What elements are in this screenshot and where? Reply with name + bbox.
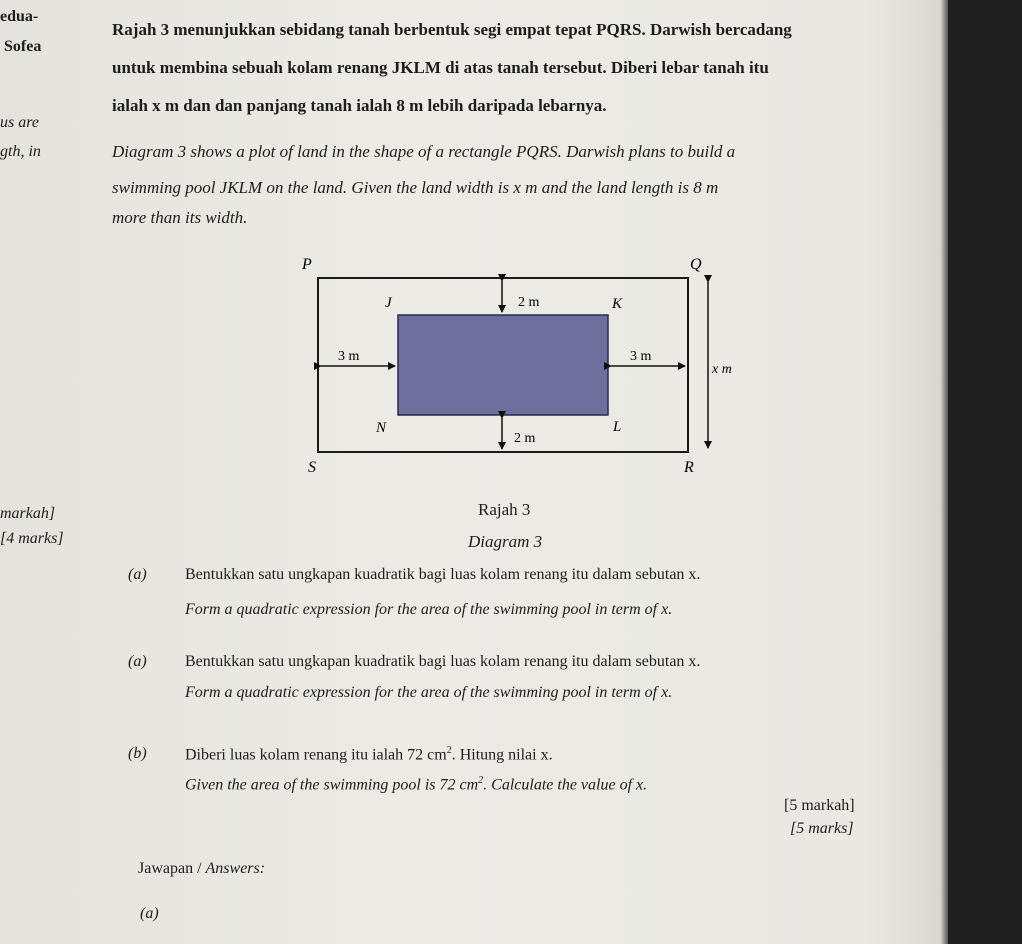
label-k: K bbox=[612, 296, 623, 312]
margin-name-2: Sofea bbox=[4, 38, 42, 55]
intro-malay-line-3: ialah x m dan dan panjang tanah ialah 8 m lebih daripada lebarnya. bbox=[112, 96, 607, 115]
question-b-english: Given the area of the swimming pool is 72 $cm^2$. Calculate the value of x. bbox=[185, 775, 648, 794]
intro-malay-line-2: untuk membina sebuah kolam renang JKLM di atas tanah tersebut. Diberi lebar tanah itu bbox=[112, 58, 769, 77]
label-s: S bbox=[308, 459, 316, 476]
label-n: N bbox=[376, 420, 387, 436]
intro-english-line-1: Diagram 3 shows a plot of land in the shape of a rectangle PQRS. Darwish plans to build a bbox=[112, 142, 736, 161]
caption-malay: Rajah 3 bbox=[478, 500, 531, 519]
question-a1-malay: Bentukkan satu ungkapan kuadratik bagi luas kolam renang itu dalam sebutan x. bbox=[185, 566, 701, 583]
question-a1-english: Form a quadratic expression for the area of the swimming pool in term of x. bbox=[185, 601, 673, 618]
question-b-label: (b) bbox=[128, 745, 147, 762]
margin-name-1: edua- bbox=[0, 8, 39, 25]
label-r: R bbox=[684, 459, 694, 476]
margin-marks-ms: markah] bbox=[0, 505, 56, 522]
label-p: P bbox=[302, 256, 312, 273]
margin-marks-en: [4 marks] bbox=[0, 530, 64, 547]
pool-rectangle-jklm bbox=[398, 315, 608, 415]
question-b-malay: Diberi luas kolam renang itu ialah 72 $cm^2$. Hitung nilai x. bbox=[185, 745, 553, 764]
dim-width-label: x m bbox=[712, 362, 732, 377]
question-a2-english: Form a quadratic expression for the area of the swimming pool in term of x. bbox=[185, 684, 673, 701]
margin-cut-1: us are bbox=[0, 114, 39, 131]
label-j: J bbox=[385, 295, 392, 311]
margin-cut-2: gth, in bbox=[0, 143, 41, 160]
label-q: Q bbox=[690, 256, 702, 273]
dim-left-label: 3 m bbox=[338, 349, 360, 364]
intro-malay-line-1: Rajah 3 menunjukkan sebidang tanah berbentuk segi empat tepat PQRS. Darwish bercadang bbox=[112, 20, 792, 39]
question-a2-label: (a) bbox=[128, 653, 147, 670]
answers-part-a: (a) bbox=[140, 905, 159, 922]
dim-right-label: 3 m bbox=[630, 349, 652, 364]
caption-english: Diagram 3 bbox=[468, 532, 543, 551]
dark-edge-background bbox=[948, 0, 1022, 944]
dim-bottom-label: 2 m bbox=[514, 431, 536, 446]
marks-malay: [5 markah] bbox=[784, 797, 855, 814]
intro-english-line-2: swimming pool JKLM on the land. Given the land width is x m and the land length is 8 m bbox=[112, 178, 719, 197]
intro-english-line-3: more than its width. bbox=[112, 208, 248, 227]
question-a1-label: (a) bbox=[128, 566, 147, 583]
dim-top-label: 2 m bbox=[518, 295, 540, 310]
answers-heading: Jawapan / Answers: bbox=[138, 860, 266, 877]
marks-english: [5 marks] bbox=[790, 820, 854, 837]
question-a2-malay: Bentukkan satu ungkapan kuadratik bagi luas kolam renang itu dalam sebutan x. bbox=[185, 653, 701, 670]
label-l: L bbox=[613, 419, 622, 435]
